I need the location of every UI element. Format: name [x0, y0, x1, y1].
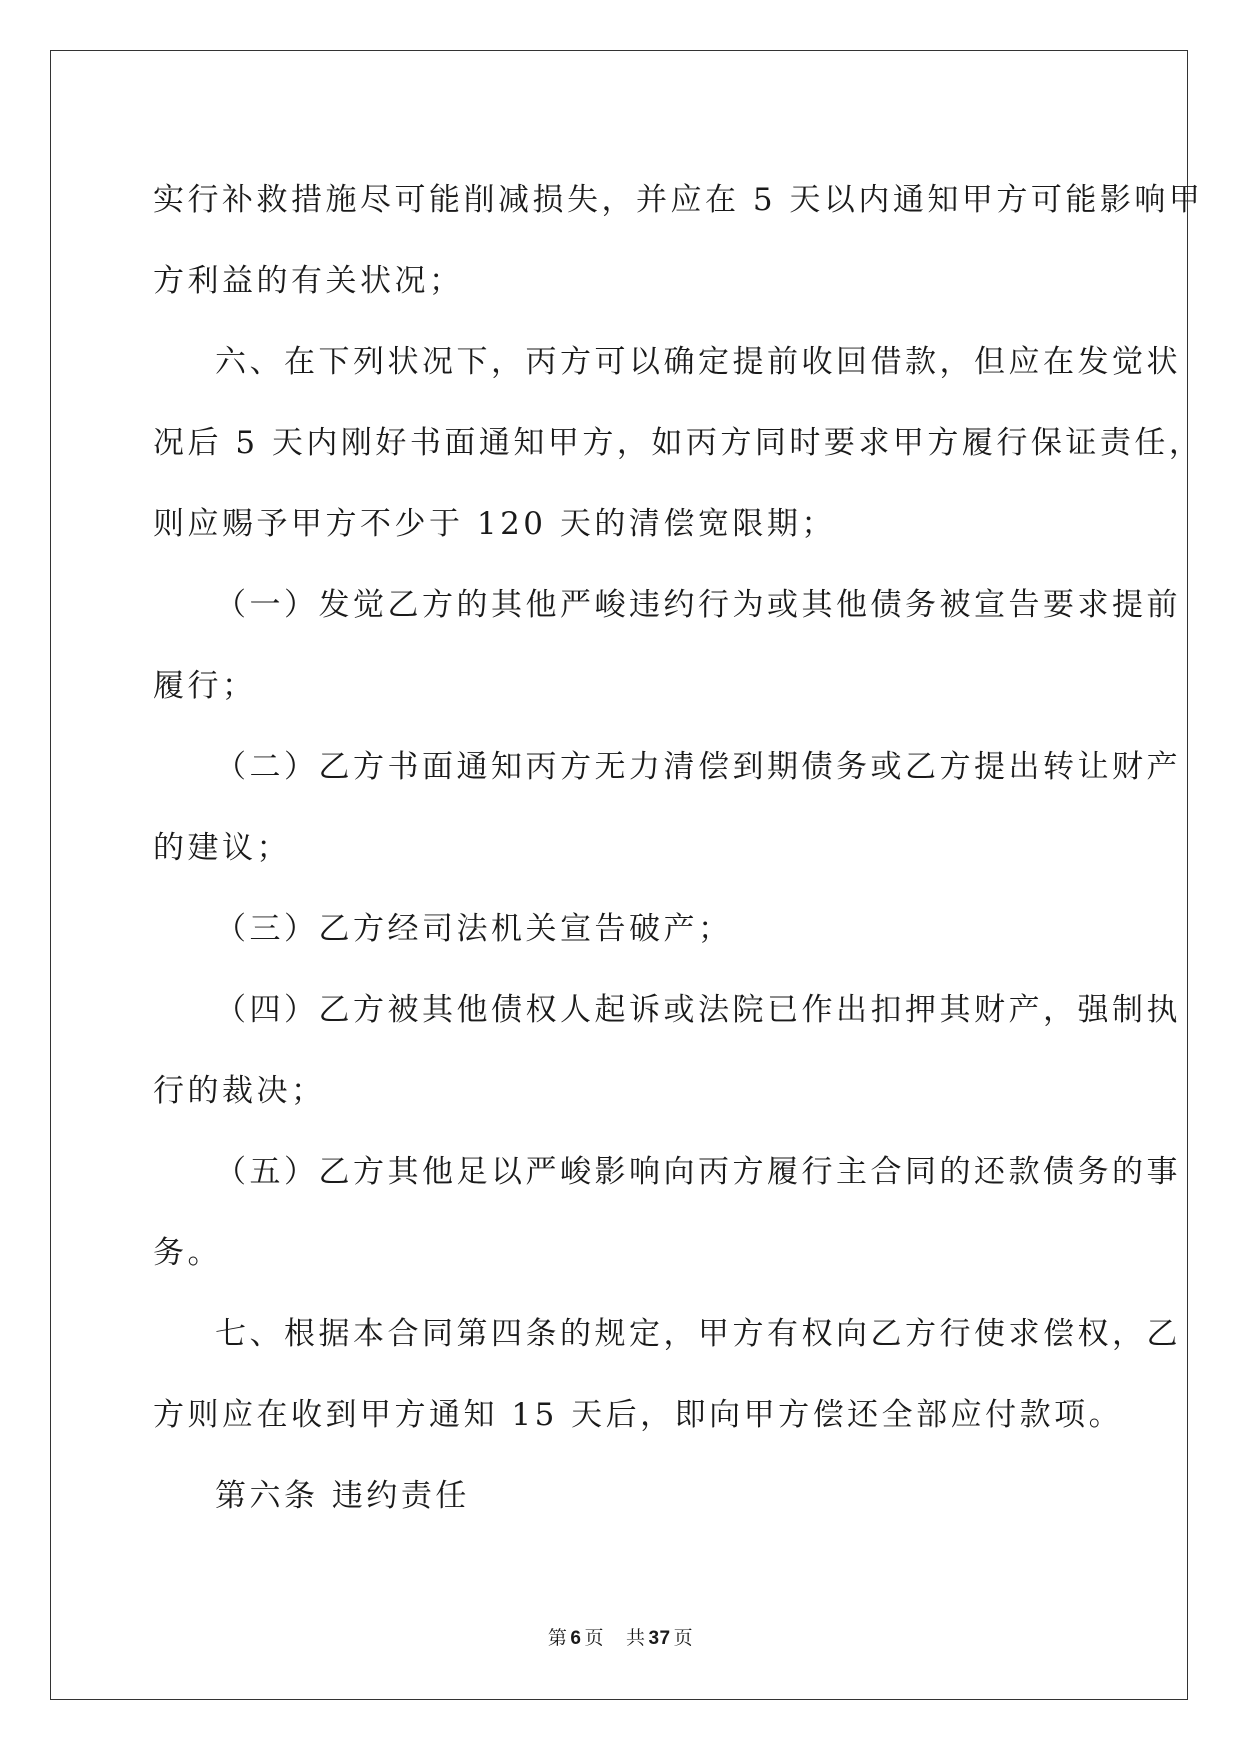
current-page-number: 6: [570, 1628, 582, 1649]
body-line-8: （二）乙方书面通知丙方无力清偿到期债务或乙方提出转让财产: [215, 749, 1181, 785]
page-footer: [0, 1626, 1241, 1651]
body-line-6: （一）发觉乙方的其他严峻违约行为或其他债务被宣告要求提前: [215, 587, 1181, 623]
page-prefix: 第: [547, 1627, 568, 1649]
body-line-5: 则应赐予甲方不少于 120 天的清偿宽限期；: [153, 506, 836, 542]
body-line-10: （三）乙方经司法机关宣告破产；: [215, 911, 733, 947]
body-line-11: （四）乙方被其他债权人起诉或法院已作出扣押其财产，强制执: [215, 992, 1181, 1028]
body-line-1: 实行补救措施尽可能削减损失，并应在 5 天以内通知甲方可能影响甲: [153, 182, 1204, 218]
body-line-2: 方利益的有关状况；: [153, 263, 464, 299]
body-line-16: 方则应在收到甲方通知 15 天后，即向甲方偿还全部应付款项。: [153, 1397, 1124, 1433]
body-line-4: 况后 5 天内刚好书面通知甲方，如丙方同时要求甲方履行保证责任，: [153, 425, 1204, 461]
body-line-13: （五）乙方其他足以严峻影响向丙方履行主合同的还款债务的事: [215, 1154, 1181, 1190]
section-heading: 第六条 违约责任: [215, 1478, 470, 1514]
body-line-12: 行的裁决；: [153, 1073, 326, 1109]
body-line-15: 七、根据本合同第四条的规定，甲方有权向乙方行使求偿权，乙: [215, 1316, 1181, 1352]
total-page-count: 37: [648, 1628, 671, 1649]
body-line-7: 履行；: [153, 668, 257, 704]
total-prefix: 共: [625, 1627, 646, 1649]
body-line-9: 的建议；: [153, 830, 291, 866]
body-line-14: 务。: [153, 1235, 222, 1271]
page-suffix: 页: [584, 1627, 604, 1649]
document-body: [153, 160, 1204, 1537]
body-line-3: 六、在下列状况下，丙方可以确定提前收回借款，但应在发觉状: [215, 344, 1181, 380]
total-suffix: 页: [673, 1627, 694, 1649]
